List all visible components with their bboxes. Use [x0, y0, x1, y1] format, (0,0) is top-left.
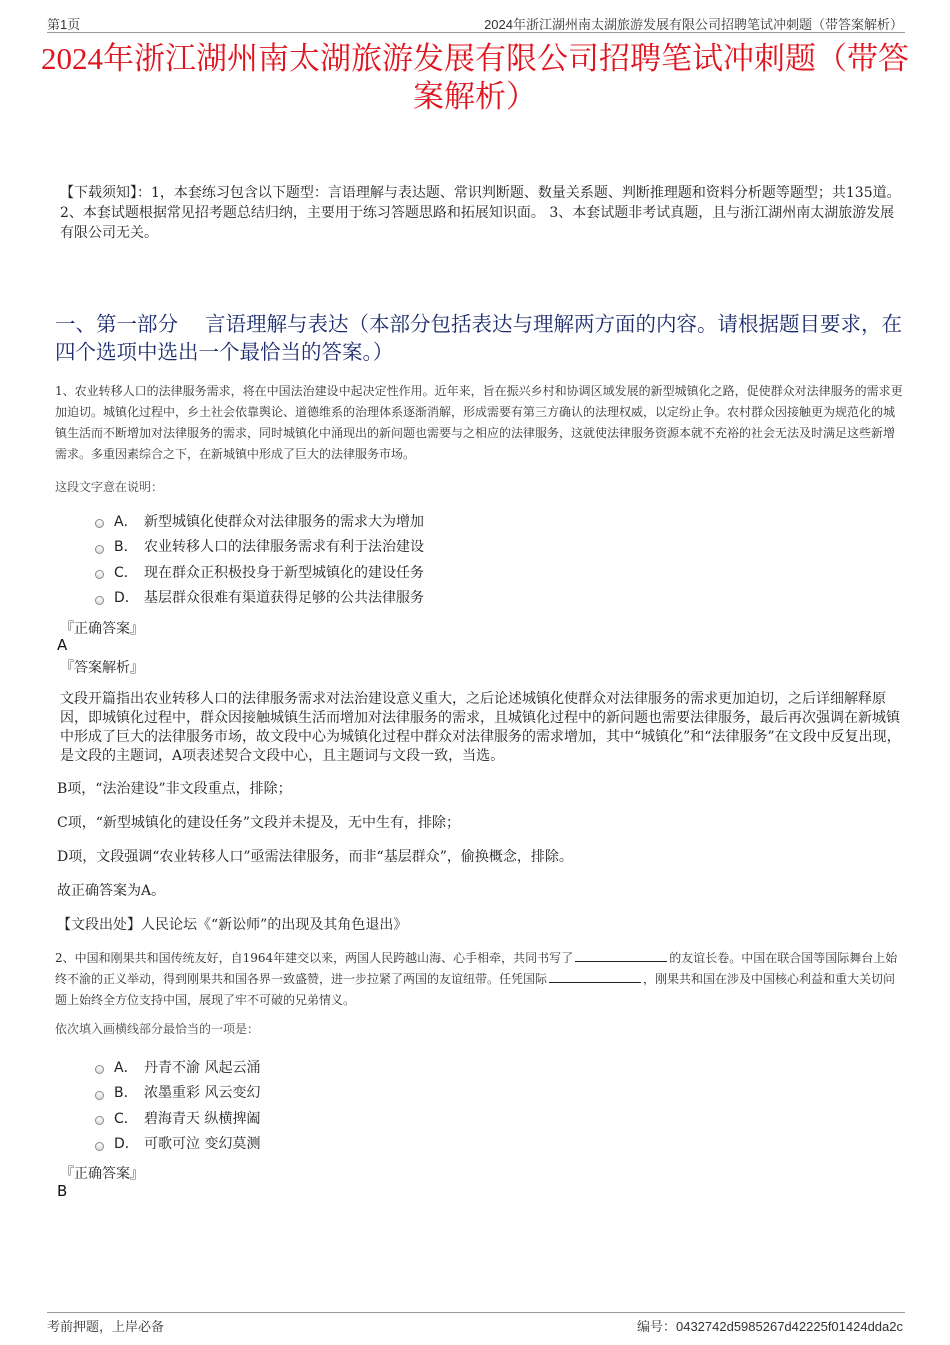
radio-button[interactable]	[95, 1142, 104, 1151]
option-text: 基层群众很难有渠道获得足够的公共法律服务	[144, 590, 424, 607]
serial-number	[637, 1316, 903, 1335]
analysis-label: 『答案解析』	[60, 660, 144, 676]
question-1-options	[95, 508, 424, 610]
analysis-conclusion: 故正确答案为A。	[57, 883, 166, 899]
footer-slogan: 考前押题，上岸必备	[47, 1319, 165, 1334]
fill-blank	[549, 972, 641, 983]
option-d[interactable]	[95, 585, 424, 611]
option-letter: D．	[114, 1136, 139, 1153]
radio-button[interactable]	[95, 1116, 104, 1125]
option-text: 碧海青天 纵横捭阖	[144, 1110, 261, 1127]
question-1-stem: 1、农业转移人口的法律服务需求，将在中国法治建设中起决定性作用。近年来，旨在振兴乡村和协调区域发展的新型城镇化之路，促使群众对法律服务的需求更加迫切。城镇化过程中，乡土社会依靠舆论、道德维系的治理体系逐渐消解，形成需要有第三方确认的法理权威，以定纷止争。农村群众因接触更为规范化的城镇生活而不断增加对法律服务的需求，同时城镇化中涌现出的新问题也需要与之相应的法律服务，这就使法律服务资源本就不充裕的社会无法及时满足这些新增需求。多重因素综合之下，在新城镇中形成了巨大的法律服务市场。	[55, 384, 903, 461]
stem-part: ，刚果共和国在涉及中国核心利益和重大关切问题上始终全方位支持中国，展现了牢不可破的兄弟情义。	[55, 972, 896, 1007]
fill-blank	[575, 951, 667, 962]
text-source: 【文段出处】人民论坛《“新讼师”的出现及其角色退出》	[57, 917, 408, 933]
serial-label: 编号：	[636, 1319, 676, 1334]
document-title: 2024年浙江湖州南太湖旅游发展有限公司招聘笔试冲刺题（带答案解析）	[41, 41, 909, 114]
option-c[interactable]	[95, 1105, 260, 1131]
option-text: 现在群众正积极投身于新型城镇化的建设任务	[144, 564, 424, 581]
answer-analysis: 文段开篇指出农业转移人口的法律服务需求对法治建设意义重大，之后论述城镇化使群众对法律服务的需求更加迫切，之后详细解释原因，即城镇化过程中，群众因接触城镇生活而增加对法律服务的需求，且城镇化过程中的新问题也需要法律服务，最后再次强调在新城镇中形成了巨大的法律服务市场，故文段中心为城镇化过程中群众对法律服务的需求增加，其中“城镇化”和“法律服务”在文段中反复出现，是文段的主题词，A项表述契合文段中心，且主题词与文段一致，当选。	[60, 691, 901, 764]
option-b[interactable]	[95, 534, 424, 560]
serial-value: 0432742d5985267d42225f01424dda2c	[675, 1319, 903, 1334]
radio-button[interactable]	[95, 570, 104, 579]
option-text: 新型城镇化使群众对法律服务的需求大为增加	[144, 513, 424, 530]
option-letter: A．	[114, 513, 138, 530]
question-2-stem	[55, 948, 905, 1011]
correct-answer-label: 『正确答案』	[60, 621, 144, 637]
option-a[interactable]	[95, 508, 424, 534]
option-text: 浓墨重彩 风云变幻	[144, 1085, 261, 1102]
radio-button[interactable]	[95, 545, 104, 554]
download-notice: 【下载须知】：1，本套练习包含以下题型：言语理解与表达题、常识判断题、数量关系题、判断推理题和资料分析题等题型；共135道。 2、本套试题根据常见招考题总结归纳，主要用于练习答题思路和拓展知识面。 3、本套试题非考试真题，且与浙江湖州南太湖旅游发展有限公司无关。	[60, 185, 901, 241]
correct-answer: B	[57, 1182, 68, 1200]
radio-button[interactable]	[95, 519, 104, 528]
option-c[interactable]	[95, 559, 424, 585]
option-a[interactable]	[95, 1054, 260, 1080]
question-2-prompt: 依次填入画横线部分最恰当的一项是：	[55, 1022, 260, 1036]
question-1-prompt: 这段文字意在说明：	[55, 480, 164, 494]
correct-answer-label: 『正确答案』	[60, 1166, 144, 1182]
option-text: 丹青不渝 风起云涌	[144, 1059, 261, 1076]
header-doc-title: 2024年浙江湖州南太湖旅游发展有限公司招聘笔试冲刺题（带答案解析）	[484, 17, 903, 32]
correct-answer: A	[57, 636, 68, 654]
option-letter: C．	[114, 564, 138, 581]
option-text: 农业转移人口的法律服务需求有利于法治建设	[144, 539, 424, 556]
option-b[interactable]	[95, 1080, 260, 1106]
option-letter: B．	[114, 539, 138, 556]
option-letter: D．	[114, 590, 139, 607]
radio-button[interactable]	[95, 596, 104, 605]
radio-button[interactable]	[95, 1091, 104, 1100]
option-letter: B．	[114, 1085, 138, 1102]
page-header	[47, 12, 905, 33]
question-2-options	[95, 1054, 260, 1156]
stem-part: 的友谊长卷。中国在联合国等国际舞台上始终不渝的正义举动，得到刚果共和国各界一致盛赞，进一步拉紧了两国的友谊纽带。任凭国际	[55, 951, 898, 986]
option-text: 可歌可泣 变幻莫测	[144, 1136, 261, 1153]
option-d[interactable]	[95, 1131, 260, 1157]
analysis-point-c: C项，“新型城镇化的建设任务”文段并未提及，无中生有，排除；	[57, 815, 461, 831]
stem-part: 2、中国和刚果共和国传统友好，自1964年建交以来，两国人民跨越山海、心手相牵，共同书写了	[55, 951, 574, 965]
radio-button[interactable]	[95, 1065, 104, 1074]
section-heading: 一、第一部分 言语理解与表达（本部分包括表达与理解两方面的内容。请根据题目要求，在四个选项中选出一个最恰当的答案。）	[55, 312, 903, 364]
page-footer	[47, 1312, 905, 1333]
page-number: 第1页	[47, 17, 81, 32]
analysis-point-b: B项，“法治建设”非文段重点，排除；	[57, 781, 292, 797]
analysis-point-d: D项，文段强调“农业转移人口”亟需法律服务，而非“基层群众”，偷换概念，排除。	[57, 849, 573, 865]
option-letter: A．	[114, 1059, 138, 1076]
option-letter: C．	[114, 1110, 138, 1127]
